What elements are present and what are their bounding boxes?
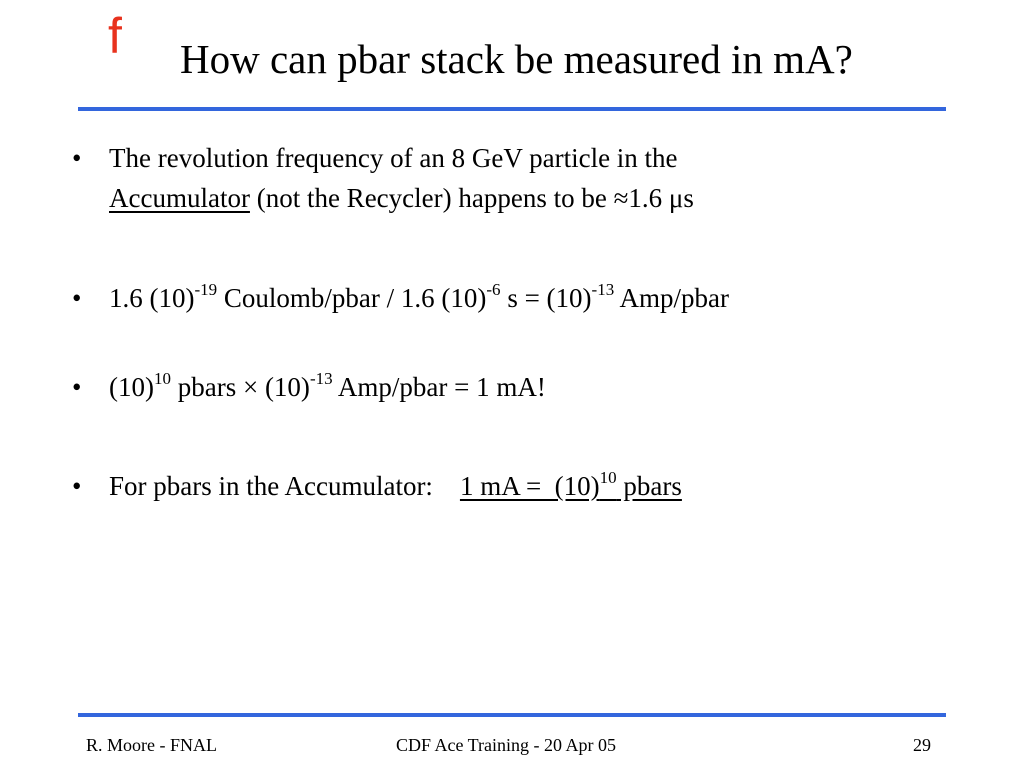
- fermilab-logo: f: [108, 8, 122, 64]
- underlined-term: Accumulator: [109, 183, 250, 213]
- bullet-text: [109, 278, 969, 318]
- footer-event: CDF Ace Training - 20 Apr 05: [396, 735, 617, 755]
- text-run: (10): [109, 372, 154, 402]
- bullet-line-2-rest: (not the Recycler) happens to be ≈1.6 μs: [249, 183, 694, 213]
- footer-author: R. Moore - FNAL: [86, 735, 217, 755]
- text-run: s = (10): [500, 283, 592, 313]
- bullet-marker: •: [72, 283, 82, 313]
- slide-title: How can pbar stack be measured in mA?: [180, 36, 853, 82]
- bullet-text: [109, 138, 969, 218]
- text-run: 1 mA = (10): [459, 471, 600, 501]
- underlined-result: [459, 468, 682, 501]
- exponent: 10: [153, 369, 171, 388]
- top-divider: [78, 107, 946, 111]
- bullet-line-2: [109, 178, 969, 218]
- text-run: Amp/pbar: [614, 283, 729, 313]
- bullet-marker: •: [72, 372, 82, 402]
- bullet-text: [109, 466, 969, 506]
- text-run: Coulomb/pbar / 1.6 (10): [217, 283, 487, 313]
- bullet-marker: •: [72, 471, 82, 501]
- bullet-marker: •: [72, 143, 82, 173]
- exponent: 10: [599, 468, 617, 487]
- text-run: Amp/pbar = 1 mA!: [332, 372, 546, 402]
- exponent: -6: [486, 280, 501, 299]
- text-run: pbars: [616, 471, 682, 501]
- text-run: For pbars in the Accumulator:: [109, 471, 460, 501]
- slide-number: 29: [913, 735, 931, 755]
- exponent: -19: [194, 280, 218, 299]
- bottom-divider: [78, 713, 946, 717]
- bullet-text: [109, 367, 969, 407]
- text-run: pbars × (10): [170, 372, 310, 402]
- bullet-line-1: The revolution frequency of an 8 GeV particle in the: [109, 143, 678, 173]
- text-run: 1.6 (10): [109, 283, 195, 313]
- exponent: -13: [591, 280, 615, 299]
- exponent: -13: [309, 369, 333, 388]
